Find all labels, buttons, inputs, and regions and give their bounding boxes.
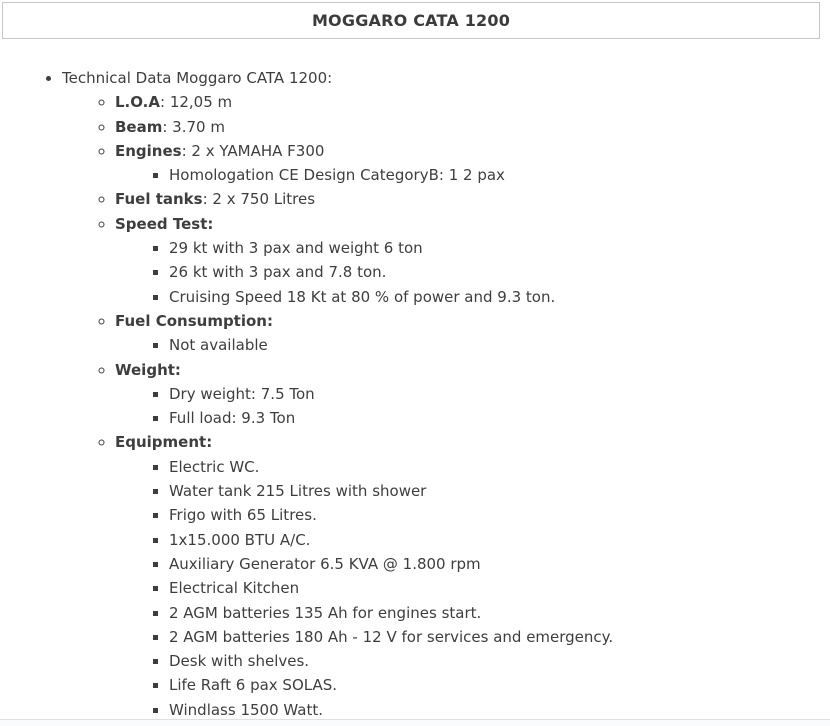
sub-item-windlass: ▪ Windlass 1500 Watt. xyxy=(169,698,830,722)
spec-value-fuel-tanks: : 2 x 750 Litres xyxy=(202,190,316,209)
page-title: MOGGARO CATA 1200 xyxy=(311,11,511,30)
spec-label-equipment: Equipment: xyxy=(115,433,213,452)
sub-item-generator: ▪ Auxiliary Generator 6.5 KVA @ 1.800 rpm xyxy=(169,552,830,576)
spec-item-beam xyxy=(115,115,830,139)
technical-data-heading: Technical Data Moggaro CATA 1200: xyxy=(62,69,333,87)
speed-test-sublist xyxy=(115,236,830,309)
sub-item-homologation: ▪ Homologation CE Design CategoryB: 1 2 pax xyxy=(169,163,830,187)
sub-item-batteries-180: ▪ 2 AGM batteries 180 Ah - 12 V for services and emergency. xyxy=(169,625,830,649)
sub-item-speed-1: ▪ 29 kt with 3 pax and weight 6 ton xyxy=(169,236,830,260)
sub-item-batteries-135: ▪ 2 AGM batteries 135 Ah for engines start. xyxy=(169,601,830,625)
sub-item-desk: ▪ Desk with shelves. xyxy=(169,649,830,673)
sub-item-not-available: ▪ Not available xyxy=(169,333,830,357)
spec-value-engines: : 2 x YAMAHA F300 xyxy=(181,141,325,160)
spec-item-fuel-consumption xyxy=(115,309,830,358)
sub-item-frigo: ▪ Frigo with 65 Litres. xyxy=(169,503,830,527)
section-title-bar xyxy=(2,2,820,39)
sub-item-kitchen: ▪ Electrical Kitchen xyxy=(169,576,830,600)
spec-item-loa xyxy=(115,90,830,114)
sub-item-dry-weight: ▪ Dry weight: 7.5 Ton xyxy=(169,382,830,406)
equipment-sublist xyxy=(115,455,830,722)
sub-item-life-raft: ▪ Life Raft 6 pax SOLAS. xyxy=(169,673,830,697)
technical-data-list xyxy=(0,66,830,722)
spec-item-equipment xyxy=(115,430,830,722)
sub-item-speed-3: ▪ Cruising Speed 18 Kt at 80 % of power and 9.3 ton. xyxy=(169,285,830,309)
sub-item-ac: ▪ 1x15.000 BTU A/C. xyxy=(169,528,830,552)
spec-item-fuel-tanks xyxy=(115,187,830,211)
sub-item-electric-wc: ▪ Electric WC. xyxy=(169,455,830,479)
spec-label-speed-test: Speed Test: xyxy=(115,214,214,233)
spec-item-speed-test xyxy=(115,212,830,309)
spec-label-fuel-consumption: Fuel Consumption: xyxy=(115,311,273,330)
sub-item-speed-2: ▪ 26 kt with 3 pax and 7.8 ton. xyxy=(169,260,830,284)
spec-label-weight: Weight: xyxy=(115,360,181,379)
sub-item-water-tank: ▪ Water tank 215 Litres with shower xyxy=(169,479,830,503)
fuel-consumption-sublist xyxy=(115,333,830,357)
weight-sublist xyxy=(115,382,830,431)
spec-label-loa: L.O.A xyxy=(115,93,160,112)
spec-label-engines: Engines xyxy=(115,141,182,160)
engines-sublist xyxy=(115,163,830,187)
spec-value-loa: : 12,05 m xyxy=(160,93,233,112)
spec-label-fuel-tanks: Fuel tanks xyxy=(115,190,203,209)
sub-item-full-load: ▪ Full load: 9.3 Ton xyxy=(169,406,830,430)
spec-label-beam: Beam xyxy=(115,117,163,136)
spec-item-weight xyxy=(115,358,830,431)
spec-list xyxy=(62,90,830,722)
spec-item-engines xyxy=(115,139,830,188)
spec-value-beam: : 3.70 m xyxy=(162,117,225,136)
list-item-technical-data xyxy=(62,66,830,722)
